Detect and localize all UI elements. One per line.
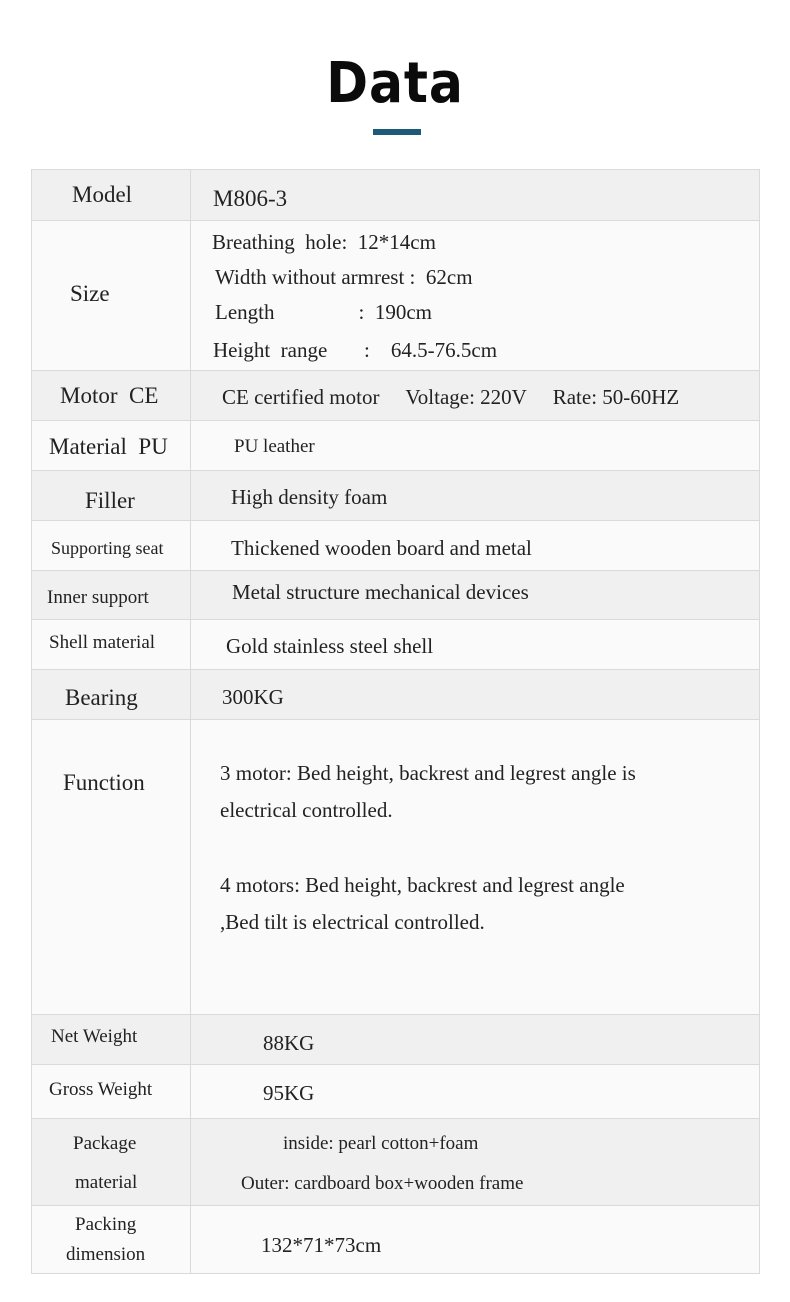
label-inner-support: Inner support: [47, 587, 149, 608]
label-model: Model: [72, 182, 133, 207]
value-gross-weight: 95KG: [263, 1081, 315, 1105]
row-gross-weight: [32, 1064, 759, 1118]
size-height-range: Height range : 64.5-76.5cm: [213, 338, 498, 362]
row-net-weight: [32, 1014, 759, 1064]
label-supporting-seat: Supporting seat: [51, 538, 164, 558]
label-net-weight: Net Weight: [51, 1026, 138, 1047]
label-package-line-1: Package: [73, 1133, 137, 1154]
label-bearing: Bearing: [65, 685, 138, 710]
row-inner-support: [32, 570, 759, 619]
row-package-material: [32, 1118, 759, 1205]
title-underline: [373, 129, 421, 135]
function-line-1: 3 motor: Bed height, backrest and legrest angle is: [220, 761, 636, 785]
package-outer: Outer: cardboard box+wooden frame: [241, 1173, 524, 1194]
row-size: [32, 220, 759, 370]
row-filler: [32, 470, 759, 520]
value-model: M806-3: [213, 186, 288, 211]
spec-table: [31, 169, 760, 1274]
size-width: Width without armrest : 62cm: [215, 265, 473, 289]
row-supporting-seat: [32, 520, 759, 570]
value-material: PU leather: [234, 436, 315, 457]
label-material: Material PU: [49, 434, 168, 459]
function-line-3: 4 motors: Bed height, backrest and legrest angle: [220, 873, 625, 897]
function-line-2: electrical controlled.: [220, 798, 393, 822]
value-net-weight: 88KG: [263, 1031, 315, 1055]
value-supporting-seat: Thickened wooden board and metal: [231, 536, 532, 560]
label-shell-material: Shell material: [49, 632, 156, 653]
label-packing-line-1: Packing: [75, 1214, 137, 1235]
value-filler: High density foam: [231, 485, 388, 509]
size-breathing-hole: Breathing hole: 12*14cm: [212, 230, 436, 254]
function-line-4: ,Bed tilt is electrical controlled.: [220, 910, 485, 934]
row-bearing: [32, 669, 759, 719]
row-material: [32, 420, 759, 470]
label-gross-weight: Gross Weight: [49, 1079, 153, 1100]
page-title: Data: [326, 51, 464, 116]
label-package-line-2: material: [75, 1172, 138, 1193]
value-shell-material: Gold stainless steel shell: [226, 634, 434, 658]
row-shell-material: [32, 619, 759, 669]
row-function: [32, 719, 759, 1014]
value-bearing: 300KG: [222, 685, 284, 709]
value-inner-support: Metal structure mechanical devices: [232, 580, 529, 604]
row-model: [32, 170, 759, 220]
label-function: Function: [63, 770, 145, 795]
value-packing-dimension: 132*71*73cm: [261, 1233, 382, 1257]
row-packing-dimension: [32, 1205, 759, 1273]
label-size: Size: [70, 281, 110, 306]
row-motor: [32, 370, 759, 420]
size-length: Length : 190cm: [215, 300, 432, 324]
label-motor: Motor CE: [60, 383, 159, 408]
label-packing-line-2: dimension: [66, 1244, 146, 1265]
label-filler: Filler: [85, 488, 135, 513]
value-motor: CE certified motor Voltage: 220V Rate: 50-60HZ: [222, 385, 680, 409]
package-inside: inside: pearl cotton+foam: [283, 1133, 479, 1154]
